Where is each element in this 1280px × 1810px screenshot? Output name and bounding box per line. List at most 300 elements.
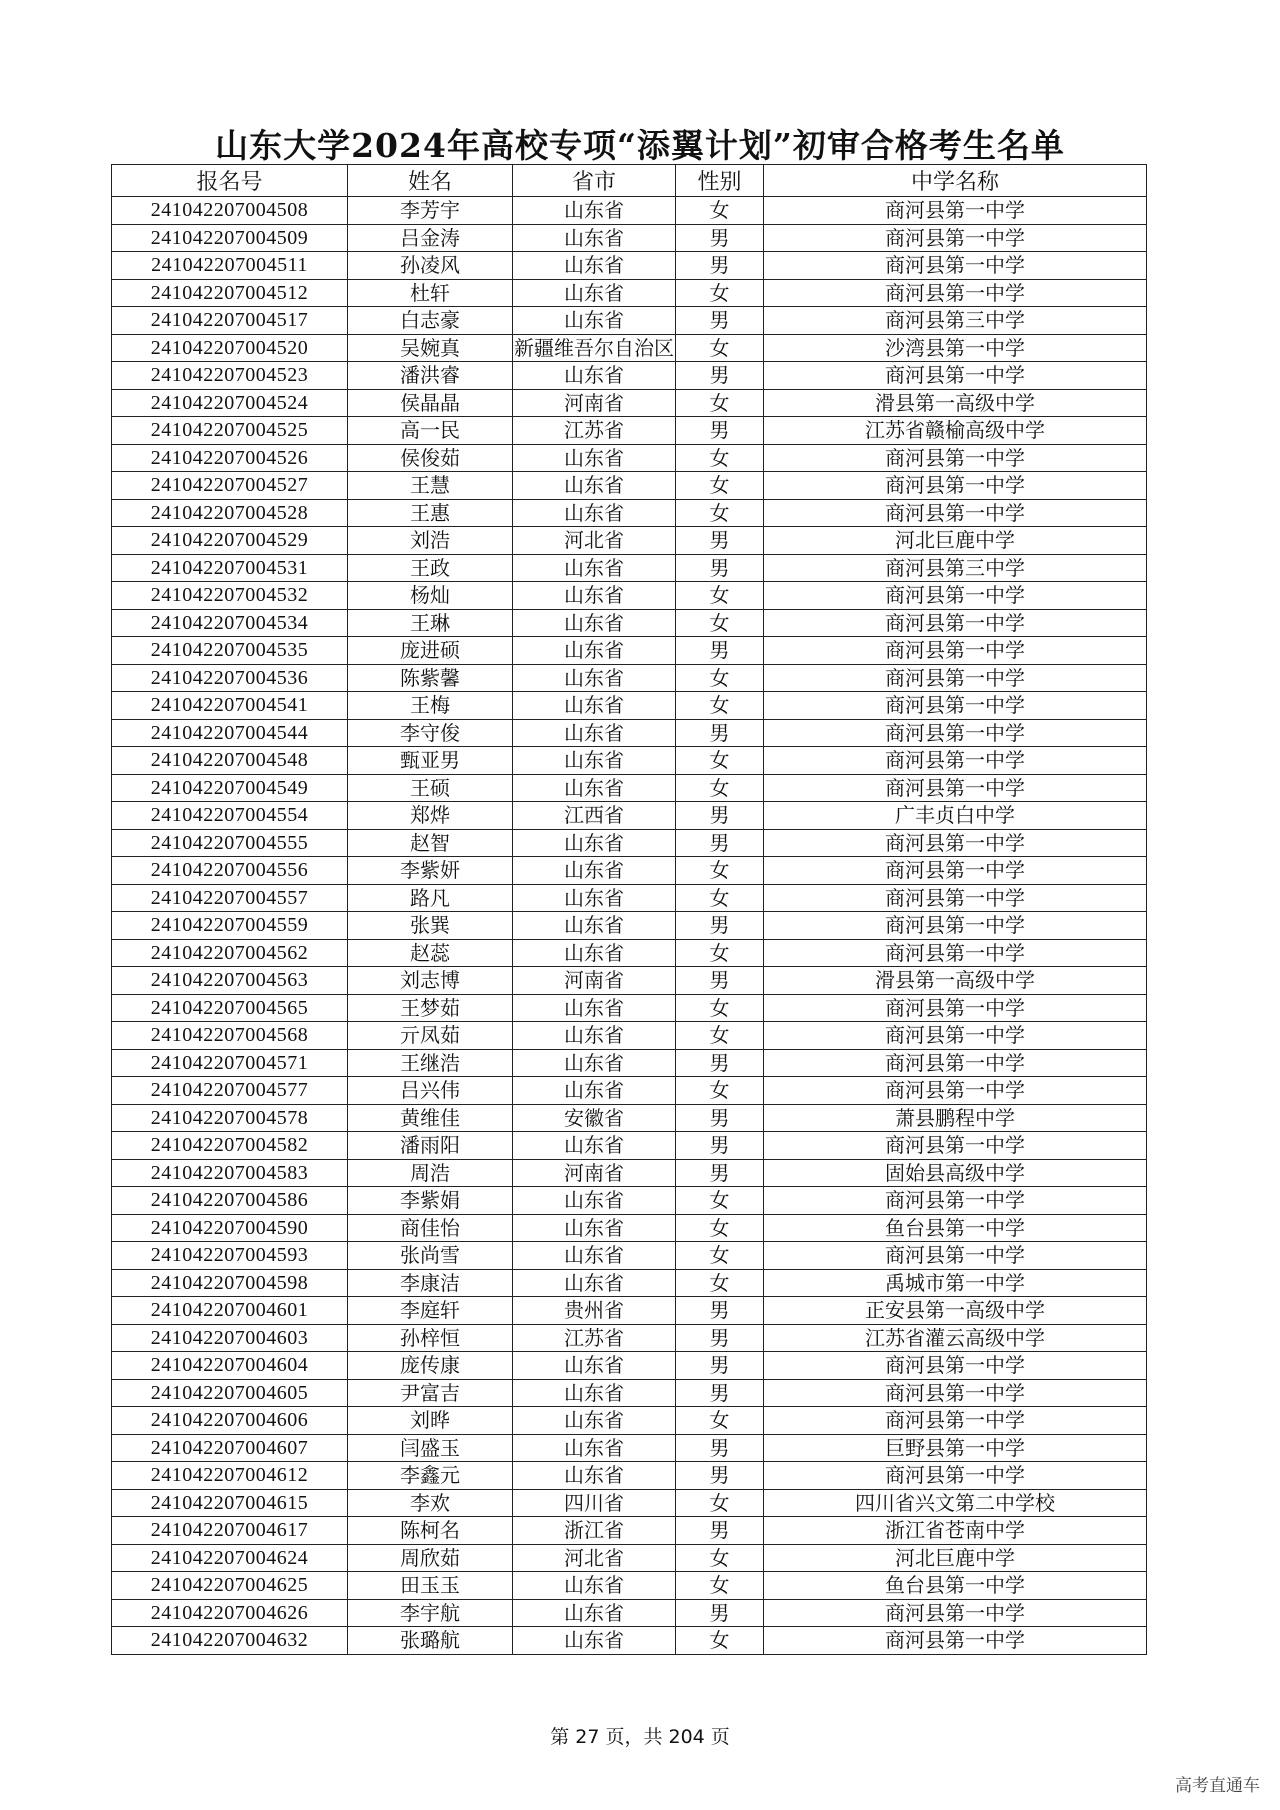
name-cell: 侯晶晶 [348, 389, 513, 417]
province-cell: 山东省 [513, 444, 676, 472]
name-cell: 周欣茹 [348, 1544, 513, 1572]
school-cell: 商河县第一中学 [764, 1379, 1147, 1407]
school-cell: 商河县第一中学 [764, 609, 1147, 637]
table-row [112, 1159, 1147, 1187]
gender-cell: 男 [676, 1599, 764, 1627]
gender-cell: 男 [676, 527, 764, 555]
gender-cell: 女 [676, 444, 764, 472]
registration-number-cell: 241042207004556 [112, 857, 348, 885]
registration-number-cell: 241042207004562 [112, 939, 348, 967]
registration-number-cell: 241042207004525 [112, 417, 348, 445]
registration-number-cell: 241042207004536 [112, 664, 348, 692]
province-cell: 山东省 [513, 857, 676, 885]
column-header-school: 中学名称 [764, 165, 1147, 197]
school-cell: 商河县第一中学 [764, 1187, 1147, 1215]
province-cell: 山东省 [513, 224, 676, 252]
name-cell: 黄维佳 [348, 1104, 513, 1132]
school-cell: 商河县第一中学 [764, 224, 1147, 252]
table-row [112, 1517, 1147, 1545]
name-cell: 李庭轩 [348, 1297, 513, 1325]
gender-cell: 男 [676, 1297, 764, 1325]
gender-cell: 男 [676, 1132, 764, 1160]
registration-number-cell: 241042207004605 [112, 1379, 348, 1407]
table-row [112, 1077, 1147, 1105]
name-cell: 白志豪 [348, 307, 513, 335]
name-cell: 孙凌风 [348, 252, 513, 280]
column-header-name: 姓名 [348, 165, 513, 197]
province-cell: 江苏省 [513, 1324, 676, 1352]
name-cell: 尹富吉 [348, 1379, 513, 1407]
province-cell: 山东省 [513, 554, 676, 582]
school-cell: 商河县第一中学 [764, 774, 1147, 802]
name-cell: 刘晔 [348, 1407, 513, 1435]
gender-cell: 女 [676, 857, 764, 885]
school-cell: 商河县第一中学 [764, 252, 1147, 280]
registration-number-cell: 241042207004632 [112, 1627, 348, 1655]
province-cell: 山东省 [513, 1599, 676, 1627]
registration-number-cell: 241042207004607 [112, 1434, 348, 1462]
name-cell: 李康洁 [348, 1269, 513, 1297]
table-row [112, 664, 1147, 692]
province-cell: 山东省 [513, 1434, 676, 1462]
table-row [112, 554, 1147, 582]
province-cell: 山东省 [513, 692, 676, 720]
table-row [112, 1187, 1147, 1215]
registration-number-cell: 241042207004582 [112, 1132, 348, 1160]
province-cell: 山东省 [513, 774, 676, 802]
registration-number-cell: 241042207004593 [112, 1242, 348, 1270]
table-row [112, 1022, 1147, 1050]
school-cell: 禹城市第一中学 [764, 1269, 1147, 1297]
gender-cell: 女 [676, 774, 764, 802]
school-cell: 浙江省苍南中学 [764, 1517, 1147, 1545]
gender-cell: 女 [676, 389, 764, 417]
gender-cell: 女 [676, 334, 764, 362]
school-cell: 沙湾县第一中学 [764, 334, 1147, 362]
gender-cell: 男 [676, 1379, 764, 1407]
table-row [112, 1132, 1147, 1160]
registration-number-cell: 241042207004578 [112, 1104, 348, 1132]
page-footer: 第 27 页，共 204 页 [550, 1726, 730, 1748]
province-cell: 江西省 [513, 802, 676, 830]
gender-cell: 男 [676, 362, 764, 390]
school-cell: 商河县第一中学 [764, 1352, 1147, 1380]
province-cell: 山东省 [513, 1022, 676, 1050]
school-cell: 商河县第一中学 [764, 499, 1147, 527]
gender-cell: 男 [676, 224, 764, 252]
province-cell: 山东省 [513, 252, 676, 280]
gender-cell: 女 [676, 1187, 764, 1215]
province-cell: 山东省 [513, 362, 676, 390]
registration-number-cell: 241042207004544 [112, 719, 348, 747]
school-cell: 商河县第一中学 [764, 994, 1147, 1022]
registration-number-cell: 241042207004626 [112, 1599, 348, 1627]
name-cell: 孙梓恒 [348, 1324, 513, 1352]
school-cell: 江苏省赣榆高级中学 [764, 417, 1147, 445]
table-row [112, 362, 1147, 390]
column-header-province: 省市 [513, 165, 676, 197]
name-cell: 周浩 [348, 1159, 513, 1187]
table-row [112, 307, 1147, 335]
name-cell: 赵智 [348, 829, 513, 857]
school-cell: 商河县第三中学 [764, 307, 1147, 335]
gender-cell: 男 [676, 252, 764, 280]
registration-number-cell: 241042207004531 [112, 554, 348, 582]
table-row [112, 472, 1147, 500]
gender-cell: 男 [676, 637, 764, 665]
table-body [112, 197, 1147, 1655]
gender-cell: 女 [676, 1489, 764, 1517]
table-row [112, 967, 1147, 995]
table-row [112, 857, 1147, 885]
registration-number-cell: 241042207004565 [112, 994, 348, 1022]
name-cell: 李芳宇 [348, 197, 513, 225]
name-cell: 庞传康 [348, 1352, 513, 1380]
table-row [112, 1104, 1147, 1132]
registration-number-cell: 241042207004571 [112, 1049, 348, 1077]
province-cell: 河南省 [513, 389, 676, 417]
name-cell: 杨灿 [348, 582, 513, 610]
table-row [112, 1572, 1147, 1600]
province-cell: 山东省 [513, 1407, 676, 1435]
name-cell: 刘志博 [348, 967, 513, 995]
school-cell: 江苏省灌云高级中学 [764, 1324, 1147, 1352]
name-cell: 吕金涛 [348, 224, 513, 252]
registration-number-cell: 241042207004535 [112, 637, 348, 665]
school-cell: 商河县第一中学 [764, 829, 1147, 857]
school-cell: 商河县第一中学 [764, 1462, 1147, 1490]
name-cell: 李宇航 [348, 1599, 513, 1627]
school-cell: 商河县第一中学 [764, 637, 1147, 665]
table-row [112, 939, 1147, 967]
table-row [112, 1462, 1147, 1490]
province-cell: 山东省 [513, 279, 676, 307]
province-cell: 山东省 [513, 719, 676, 747]
name-cell: 潘洪睿 [348, 362, 513, 390]
school-cell: 滑县第一高级中学 [764, 389, 1147, 417]
gender-cell: 男 [676, 417, 764, 445]
table-row [112, 499, 1147, 527]
registration-number-cell: 241042207004528 [112, 499, 348, 527]
table-row [112, 1049, 1147, 1077]
registration-number-cell: 241042207004577 [112, 1077, 348, 1105]
registration-number-cell: 241042207004526 [112, 444, 348, 472]
table-row [112, 1379, 1147, 1407]
province-cell: 山东省 [513, 1242, 676, 1270]
registration-number-cell: 241042207004512 [112, 279, 348, 307]
school-cell: 商河县第一中学 [764, 444, 1147, 472]
gender-cell: 男 [676, 967, 764, 995]
registration-number-cell: 241042207004615 [112, 1489, 348, 1517]
gender-cell: 男 [676, 1517, 764, 1545]
name-cell: 王硕 [348, 774, 513, 802]
registration-number-cell: 241042207004509 [112, 224, 348, 252]
table-row [112, 389, 1147, 417]
name-cell: 陈紫馨 [348, 664, 513, 692]
gender-cell: 男 [676, 1324, 764, 1352]
school-cell: 商河县第一中学 [764, 1242, 1147, 1270]
table-row [112, 994, 1147, 1022]
registration-number-cell: 241042207004590 [112, 1214, 348, 1242]
school-cell: 商河县第一中学 [764, 939, 1147, 967]
registration-number-cell: 241042207004612 [112, 1462, 348, 1490]
registration-number-cell: 241042207004532 [112, 582, 348, 610]
table-row [112, 1489, 1147, 1517]
province-cell: 山东省 [513, 747, 676, 775]
gender-cell: 女 [676, 582, 764, 610]
registration-number-cell: 241042207004517 [112, 307, 348, 335]
table-row [112, 884, 1147, 912]
name-cell: 甄亚男 [348, 747, 513, 775]
province-cell: 山东省 [513, 499, 676, 527]
gender-cell: 男 [676, 1049, 764, 1077]
gender-cell: 女 [676, 664, 764, 692]
gender-cell: 女 [676, 609, 764, 637]
school-cell: 四川省兴文第二中学校 [764, 1489, 1147, 1517]
gender-cell: 女 [676, 197, 764, 225]
gender-cell: 男 [676, 1434, 764, 1462]
province-cell: 山东省 [513, 829, 676, 857]
school-cell: 商河县第一中学 [764, 719, 1147, 747]
province-cell: 山东省 [513, 609, 676, 637]
school-cell: 鱼台县第一中学 [764, 1214, 1147, 1242]
table-row [112, 1627, 1147, 1655]
gender-cell: 女 [676, 939, 764, 967]
table-row [112, 1434, 1147, 1462]
province-cell: 山东省 [513, 1462, 676, 1490]
school-cell: 鱼台县第一中学 [764, 1572, 1147, 1600]
gender-cell: 女 [676, 1242, 764, 1270]
province-cell: 山东省 [513, 197, 676, 225]
province-cell: 河北省 [513, 527, 676, 555]
school-cell: 商河县第一中学 [764, 1132, 1147, 1160]
gender-cell: 女 [676, 994, 764, 1022]
registration-number-cell: 241042207004548 [112, 747, 348, 775]
registration-number-cell: 241042207004529 [112, 527, 348, 555]
table-row [112, 334, 1147, 362]
registration-number-cell: 241042207004508 [112, 197, 348, 225]
province-cell: 山东省 [513, 664, 676, 692]
name-cell: 王慧 [348, 472, 513, 500]
school-cell: 萧县鹏程中学 [764, 1104, 1147, 1132]
province-cell: 浙江省 [513, 1517, 676, 1545]
province-cell: 山东省 [513, 939, 676, 967]
name-cell: 陈柯名 [348, 1517, 513, 1545]
registration-number-cell: 241042207004534 [112, 609, 348, 637]
province-cell: 河南省 [513, 1159, 676, 1187]
table-row [112, 1352, 1147, 1380]
province-cell: 山东省 [513, 1214, 676, 1242]
school-cell: 商河县第一中学 [764, 1049, 1147, 1077]
school-cell: 商河县第一中学 [764, 884, 1147, 912]
school-cell: 商河县第一中学 [764, 664, 1147, 692]
table-row [112, 1599, 1147, 1627]
registration-number-cell: 241042207004598 [112, 1269, 348, 1297]
province-cell: 山东省 [513, 1352, 676, 1380]
registration-number-cell: 241042207004554 [112, 802, 348, 830]
province-cell: 山东省 [513, 912, 676, 940]
province-cell: 贵州省 [513, 1297, 676, 1325]
table-row [112, 1297, 1147, 1325]
registration-number-cell: 241042207004568 [112, 1022, 348, 1050]
name-cell: 赵蕊 [348, 939, 513, 967]
candidate-table [111, 164, 1147, 1655]
table-row [112, 527, 1147, 555]
name-cell: 亓凤茹 [348, 1022, 513, 1050]
gender-cell: 女 [676, 472, 764, 500]
name-cell: 路凡 [348, 884, 513, 912]
registration-number-cell: 241042207004624 [112, 1544, 348, 1572]
name-cell: 王琳 [348, 609, 513, 637]
column-header-gender: 性别 [676, 165, 764, 197]
table-row [112, 252, 1147, 280]
school-cell: 商河县第一中学 [764, 857, 1147, 885]
gender-cell: 男 [676, 802, 764, 830]
province-cell: 江苏省 [513, 417, 676, 445]
name-cell: 王政 [348, 554, 513, 582]
school-cell: 巨野县第一中学 [764, 1434, 1147, 1462]
school-cell: 商河县第一中学 [764, 472, 1147, 500]
school-cell: 滑县第一高级中学 [764, 967, 1147, 995]
province-cell: 山东省 [513, 994, 676, 1022]
registration-number-cell: 241042207004523 [112, 362, 348, 390]
school-cell: 商河县第一中学 [764, 362, 1147, 390]
table-row [112, 802, 1147, 830]
registration-number-cell: 241042207004541 [112, 692, 348, 720]
province-cell: 安徽省 [513, 1104, 676, 1132]
school-cell: 河北巨鹿中学 [764, 527, 1147, 555]
school-cell: 商河县第一中学 [764, 1627, 1147, 1655]
school-cell: 商河县第一中学 [764, 1599, 1147, 1627]
table-row [112, 417, 1147, 445]
column-header-registration-number: 报名号 [112, 165, 348, 197]
province-cell: 新疆维吾尔自治区 [514, 335, 674, 360]
province-cell: 四川省 [513, 1489, 676, 1517]
gender-cell: 女 [676, 1022, 764, 1050]
gender-cell: 男 [676, 719, 764, 747]
registration-number-cell: 241042207004559 [112, 912, 348, 940]
table-row [112, 582, 1147, 610]
name-cell: 高一民 [348, 417, 513, 445]
table-row [112, 609, 1147, 637]
name-cell: 闫盛玉 [348, 1434, 513, 1462]
gender-cell: 女 [676, 1544, 764, 1572]
table-row [112, 1214, 1147, 1242]
table-row [112, 1544, 1147, 1572]
registration-number-cell: 241042207004511 [112, 252, 348, 280]
province-cell: 山东省 [513, 582, 676, 610]
province-cell: 山东省 [513, 307, 676, 335]
registration-number-cell: 241042207004557 [112, 884, 348, 912]
name-cell: 杜轩 [348, 279, 513, 307]
gender-cell: 女 [676, 692, 764, 720]
table-row [112, 279, 1147, 307]
table-row [112, 774, 1147, 802]
table-row [112, 224, 1147, 252]
school-cell: 商河县第一中学 [764, 1077, 1147, 1105]
province-cell: 河南省 [513, 967, 676, 995]
table-row [112, 912, 1147, 940]
name-cell: 郑烨 [348, 802, 513, 830]
registration-number-cell: 241042207004555 [112, 829, 348, 857]
registration-number-cell: 241042207004586 [112, 1187, 348, 1215]
name-cell: 李鑫元 [348, 1462, 513, 1490]
name-cell: 吴婉真 [348, 334, 513, 362]
table-row [112, 719, 1147, 747]
registration-number-cell: 241042207004563 [112, 967, 348, 995]
name-cell: 侯俊茹 [348, 444, 513, 472]
name-cell: 李守俊 [348, 719, 513, 747]
table-header-row [112, 165, 1147, 197]
gender-cell: 女 [676, 1407, 764, 1435]
province-cell: 山东省 [513, 1132, 676, 1160]
table-row [112, 692, 1147, 720]
school-cell: 固始县高级中学 [764, 1159, 1147, 1187]
name-cell: 李紫娟 [348, 1187, 513, 1215]
name-cell: 张尚雪 [348, 1242, 513, 1270]
province-cell: 山东省 [513, 1627, 676, 1655]
registration-number-cell: 241042207004527 [112, 472, 348, 500]
province-cell: 山东省 [513, 884, 676, 912]
name-cell: 王惠 [348, 499, 513, 527]
name-cell: 吕兴伟 [348, 1077, 513, 1105]
table-row [112, 1407, 1147, 1435]
gender-cell: 女 [676, 1627, 764, 1655]
gender-cell: 女 [676, 747, 764, 775]
name-cell: 李欢 [348, 1489, 513, 1517]
school-cell: 商河县第一中学 [764, 279, 1147, 307]
school-cell: 商河县第三中学 [764, 554, 1147, 582]
school-cell: 商河县第一中学 [764, 1407, 1147, 1435]
gender-cell: 男 [676, 829, 764, 857]
table-row [112, 444, 1147, 472]
gender-cell: 男 [676, 1159, 764, 1187]
registration-number-cell: 241042207004549 [112, 774, 348, 802]
name-cell: 王梅 [348, 692, 513, 720]
gender-cell: 女 [676, 1269, 764, 1297]
province-cell: 河北省 [513, 1544, 676, 1572]
table-row [112, 1269, 1147, 1297]
province-cell: 山东省 [513, 1049, 676, 1077]
gender-cell: 男 [676, 1462, 764, 1490]
name-cell: 刘浩 [348, 527, 513, 555]
registration-number-cell: 241042207004583 [112, 1159, 348, 1187]
gender-cell: 男 [676, 1352, 764, 1380]
registration-number-cell: 241042207004617 [112, 1517, 348, 1545]
school-cell: 商河县第一中学 [764, 692, 1147, 720]
name-cell: 李紫妍 [348, 857, 513, 885]
gender-cell: 男 [676, 307, 764, 335]
gender-cell: 女 [676, 499, 764, 527]
table-row [112, 1242, 1147, 1270]
school-cell: 河北巨鹿中学 [764, 1544, 1147, 1572]
watermark: 高考直通车 [1175, 1776, 1260, 1796]
gender-cell: 男 [676, 1104, 764, 1132]
gender-cell: 女 [676, 279, 764, 307]
table-row [112, 197, 1147, 225]
province-cell: 山东省 [513, 637, 676, 665]
registration-number-cell: 241042207004603 [112, 1324, 348, 1352]
gender-cell: 男 [676, 912, 764, 940]
table-row [112, 829, 1147, 857]
table-row [112, 637, 1147, 665]
table-row [112, 747, 1147, 775]
province-cell: 山东省 [513, 1187, 676, 1215]
gender-cell: 女 [676, 1077, 764, 1105]
province-cell: 山东省 [513, 1572, 676, 1600]
province-cell: 山东省 [513, 472, 676, 500]
table-row [112, 1324, 1147, 1352]
